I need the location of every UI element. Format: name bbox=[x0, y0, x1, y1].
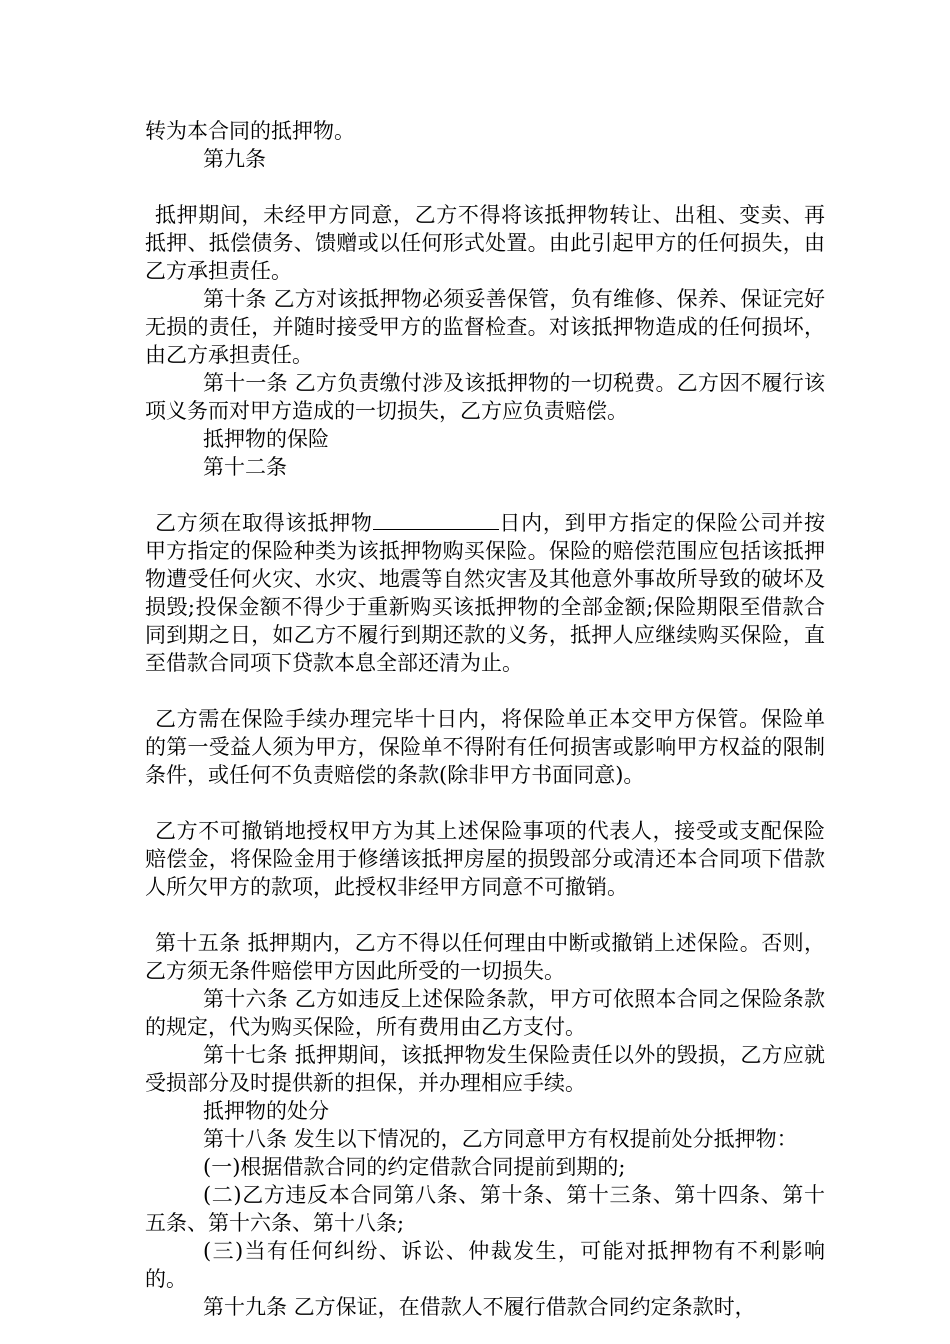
article-12-text-part1: 乙方须在取得该抵押物 bbox=[155, 511, 373, 535]
article-12-text-part2: 日内，到甲方指定的保险公司并按甲方指定的保险种类为该抵押物购买保险。保险的赔偿范围应包括该抵押物遭受任何火灾、水灾、地震等自然灾害及其他意外事故所导致的破坏及损毁;投保金额不得少于重新购买该抵押物的全部金额;保险期限至借款合同到期之日，如乙方不履行到期还款的义务，抵押人应继续购买保险，直至借款合同项下贷款本息全部还清为止。 bbox=[145, 511, 826, 675]
article-9-heading: 第九条 bbox=[203, 147, 266, 171]
article-18-item-1: (一)根据借款合同的约定借款合同提前到期的; bbox=[203, 1155, 626, 1179]
section-insurance-heading: 抵押物的保险 bbox=[203, 427, 329, 451]
article-12-text bbox=[145, 509, 825, 677]
insurance-authorization-text: 乙方不可撤销地授权甲方为其上述保险事项的代表人，接受或支配保险赔偿金，将保险金用于修缮该抵押房屋的损毁部分或清还本合同项下借款人所欠甲方的款项，此授权非经甲方同意不可撤销。 bbox=[145, 819, 825, 899]
article-18-text: 第十八条 发生以下情况的，乙方同意甲方有权提前处分抵押物： bbox=[203, 1127, 798, 1151]
article-16-text: 第十六条 乙方如违反上述保险条款，甲方可依照本合同之保险条款的规定，代为购买保险，所有费用由乙方支付。 bbox=[145, 987, 825, 1039]
article-15-text: 第十五条 抵押期内，乙方不得以任何理由中断或撤销上述保险。否则，乙方须无条件赔偿甲方因此所受的一切损失。 bbox=[145, 931, 825, 983]
article-10-text: 第十条 乙方对该抵押物必须妥善保管，负有维修、保养、保证完好无损的责任，并随时接受甲方的监督检查。对该抵押物造成的任何损坏，由乙方承担责任。 bbox=[145, 287, 825, 367]
contract-body bbox=[145, 117, 825, 1321]
section-disposal-heading: 抵押物的处分 bbox=[203, 1099, 329, 1123]
article-17-text: 第十七条 抵押期间，该抵押物发生保险责任以外的毁损，乙方应就受损部分及时提供新的担保，并办理相应手续。 bbox=[145, 1043, 825, 1095]
fill-in-blank bbox=[373, 509, 499, 530]
article-19-text: 第十九条 乙方保证，在借款人不履行借款合同约定条款时， bbox=[203, 1295, 756, 1319]
insurance-policy-text: 乙方需在保险手续办理完毕十日内，将保险单正本交甲方保管。保险单的第一受益人须为甲方，保险单不得附有任何损害或影响甲方权益的限制条件，或任何不负责赔偿的条款(除非甲方书面同意)。 bbox=[145, 707, 825, 787]
article-11-text: 第十一条 乙方负责缴付涉及该抵押物的一切税费。乙方因不履行该项义务而对甲方造成的一切损失，乙方应负责赔偿。 bbox=[145, 371, 825, 423]
paragraph-continuation: 转为本合同的抵押物。 bbox=[145, 119, 355, 143]
article-18-item-3: (三)当有任何纠纷、诉讼、仲裁发生，可能对抵押物有不利影响的。 bbox=[145, 1239, 825, 1291]
article-18-item-2: (二)乙方违反本合同第八条、第十条、第十三条、第十四条、第十五条、第十六条、第十八条; bbox=[145, 1183, 825, 1235]
article-9-text: 抵押期间，未经甲方同意，乙方不得将该抵押物转让、出租、变卖、再抵押、抵偿债务、馈赠或以任何形式处置。由此引起甲方的任何损失，由乙方承担责任。 bbox=[145, 203, 825, 283]
article-12-heading: 第十二条 bbox=[203, 455, 287, 479]
